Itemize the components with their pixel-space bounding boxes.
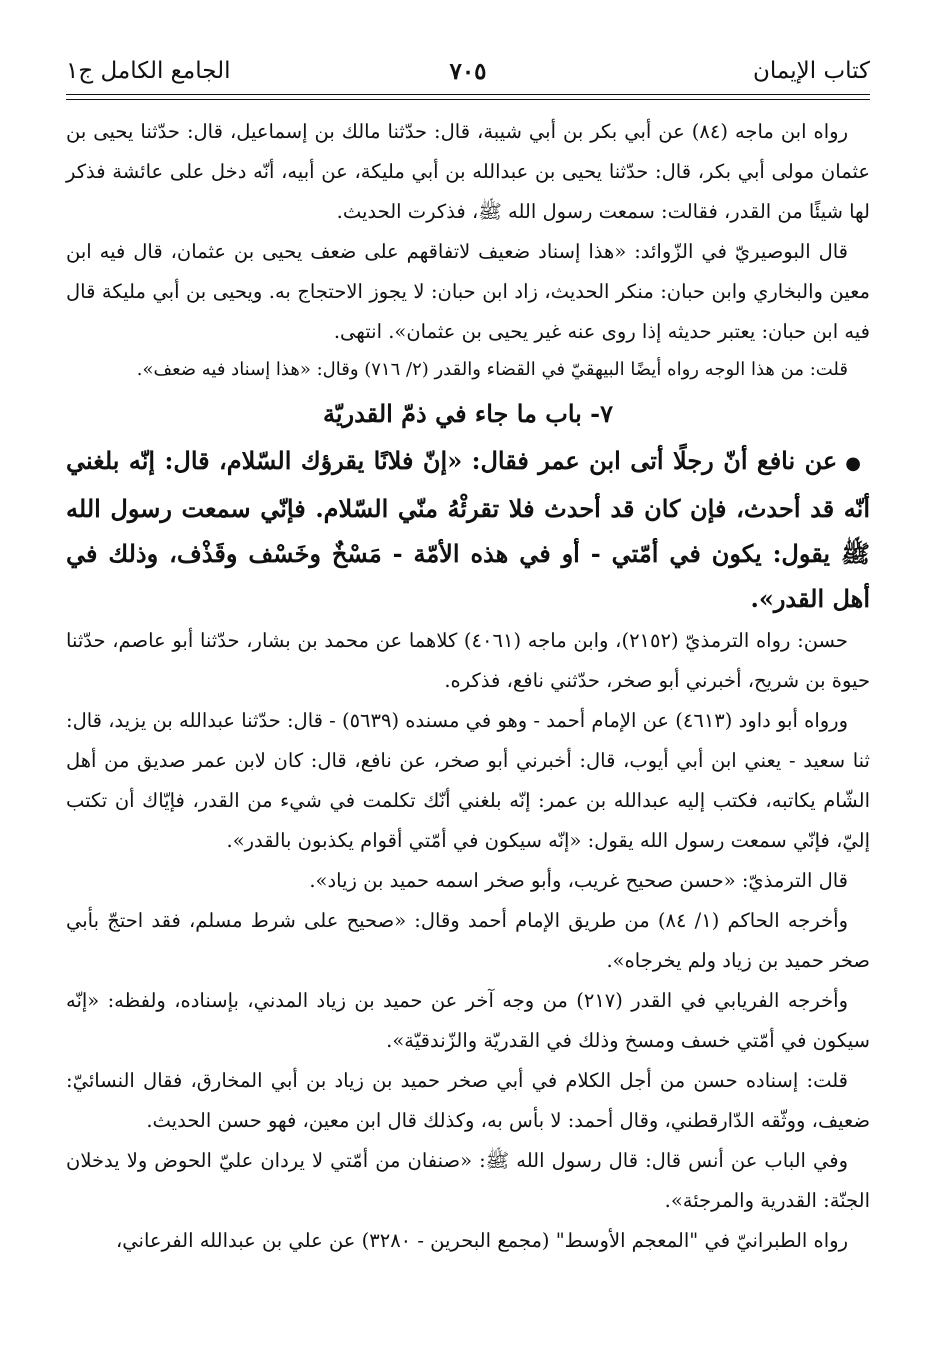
paragraph-ibn-majah: رواه ابن ماجه (٨٤) عن أبي بكر بن أبي شيبة، قال: حدّثنا مالك بن إسماعيل، قال: حدّثنا يحيى بن عثمان مولى أبي بكر، قال: حدّثنا يحيى بن عبدالله بن أبي مليكة، عن أبيه، أنّه دخل على عائشة فذكر لها شيئًا من القدر، فقالت: سمعت رسول الله ﷺ، فذكرت الحديث. — [66, 120, 870, 223]
chapter-title: كتاب الإيمان — [753, 58, 870, 84]
paragraph-firyabi: وأخرجه الفريابي في القدر (٢١٧) من وجه آخر عن حميد بن زياد المدني، بإسناده، ولفظه: «إنّه سيكون في أمّتي خسف ومسخ وذلك في القدريّة والزّندقيّة». — [66, 989, 870, 1052]
paragraph-tirmidhi-grading: حسن: رواه الترمذيّ (٢١٥٢)، وابن ماجه (٤٠٦١) كلاهما عن محمد بن بشار، حدّثنا أبو عاصم، حدّثنا حيوة بن شريح، أخبرني أبو صخر، حدّثني نافع، فذكره. — [66, 629, 870, 692]
paragraph-abu-dawud: ورواه أبو داود (٤٦١٣) عن الإمام أحمد - وهو في مسنده (٥٦٣٩) - قال: حدّثنا عبدالله بن يزيد، قال: ثنا سعيد - يعني ابن أبي أيوب، قال: أخبرني أبو صخر، عن نافع، قال: كان لابن عمر صديق من أهل الشّام يكاتبه، فكتب إليه عبدالله بن عمر: إنّه بلغني أنّك تكلمت في شيء من القدر، فإيّاك أن تكتب إليّ، فإنّي سمعت رسول الله يقول: «إنّه سيكون في أمّتي أقوام يكذبون بالقدر». — [66, 709, 870, 852]
hadith-text — [66, 438, 870, 621]
header-rule-bottom — [66, 99, 870, 100]
paragraph-isnad-note: قلت: إسناده حسن من أجل الكلام في أبي صخر حميد بن زياد بن أبي المخارق، فقال النسائيّ: ضعيف، ووثّقه الدّارقطني، وقال أحمد: لا بأس به، وكذلك قال ابن معين، فهو حسن الحديث. — [66, 1069, 870, 1132]
paragraph-tabarani: رواه الطبرانيّ في "المعجم الأوسط" (مجمع البحرين - ٣٢٨٠) عن علي بن عبدالله الفرعاني، — [116, 1229, 848, 1252]
hadith-body: عن نافع أنّ رجلًا أتى ابن عمر فقال: «إنّ فلانًا يقرؤك السّلام، قال: إنّه بلغني أنّه قد أحدث، فإن كان قد أحدث فلا تقرئْهُ منّي السّلام. فإنّي سمعت رسول الله ﷺ يقول: يكون في أمّتي - أو في هذه الأمّة - مَسْخٌ وخَسْف وقَذْف، وذلك في أهل القدر». — [66, 446, 870, 613]
paragraph-anas: وفي الباب عن أنس قال: قال رسول الله ﷺ: «صنفان من أمّتي لا يردان عليّ الحوض ولا يدخلان الجنّة: القدرية والمرجئة». — [66, 1149, 870, 1212]
page-number: ٧٠٥ — [449, 58, 487, 85]
header-rule-top — [66, 94, 870, 95]
chapter-heading: ٧- باب ما جاء في ذمّ القدريّة — [322, 399, 614, 428]
bullet-icon: ● — [845, 453, 862, 474]
page-header — [66, 52, 870, 94]
book-title: الجامع الكامل ج١ — [66, 58, 231, 84]
paragraph-note-bayhaqi: قلت: من هذا الوجه رواه أيضًا البيهقيّ في القضاء والقدر (٢/ ٧١٦) وقال: «هذا إسناد فيه ضعف». — [136, 359, 848, 380]
paragraph-hakim: وأخرجه الحاكم (١/ ٨٤) من طريق الإمام أحمد وقال: «صحيح على شرط مسلم، فقد احتجّ بأبي صخر حميد بن زياد ولم يخرجاه». — [66, 909, 870, 972]
page-content — [66, 112, 870, 1261]
paragraph-tirmidhi-quote: قال الترمذيّ: «حسن صحيح غريب، وأبو صخر اسمه حميد بن زياد». — [309, 869, 848, 892]
paragraph-busiri: قال البوصيريّ في الزّوائد: «هذا إسناد ضعيف لاتفاقهم على ضعف يحيى بن عثمان، قال فيه ابن معين والبخاري وابن حبان: منكر الحديث، زاد ابن حبان: لا يجوز الاحتجاج به. ويحيى بن أبي مليكة قال فيه ابن حبان: يعتبر حديثه إذا روى عنه غير يحيى بن عثمان». انتهى. — [66, 240, 870, 343]
